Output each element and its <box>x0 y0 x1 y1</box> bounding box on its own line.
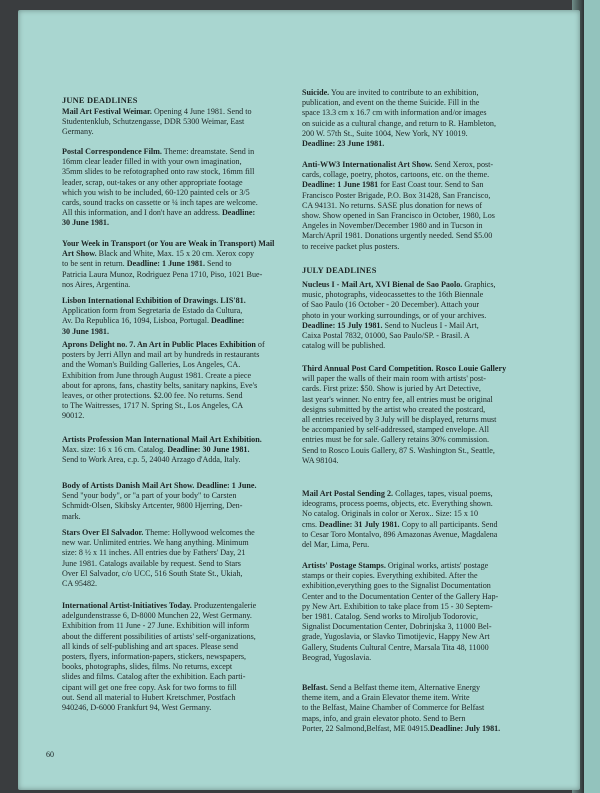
entry-body: Theme: dreamstate. Send in 16mm clear leader filled in with your own imagination, 35mm slides to be refotographed onto raw stock, 16mm fill leader, scrap, out-takes or any other appropriate footage which you wish to be included, 60-120 painted cels or 3/5 cards, sound tracks on cassette or ¼ inch tapes are welcome. All this information, and I don't have an address. <box>62 147 258 218</box>
entry-title: Anti-WW3 Internationalist Art Show. <box>302 160 433 169</box>
entry-title: Aprons Delight no. 7. An Art in Public Places Exhibition <box>62 340 256 349</box>
entry-body: Max. size: 16 x 16 cm. Catalog. <box>62 445 166 455</box>
entry-deadline: Deadline: 15 July 1981. <box>302 320 383 330</box>
entry-body: Theme: Hollywood welcomes the new war. Unlimited entries. We hang anything. Minimum size: 8 ½ x 11 inches. All entries due by Fathers' Day, 21 June 1981. Catalogs available by request. Send to Stars Over El Salvador, c/o UCC, 516 South State St., Ukiah, CA 95482. <box>62 528 255 589</box>
entry-body: Produzentengalerie adelgundenstrasse 6, D-8000 Munchen 22, West Germany. Exhibition from 11 June - 27 June. Exhibition will inform about the different possibilities of artists' self-organizations, all kinds of self-publishing and art spaces. Please send posters, flyers, information-papers, stickers, newspapers, books, photographs, slides, films. No returns, except slides and films. Catalog after the exhibition. Each parti- cipant will get one free copy. Ask for two forms to fill out. Send all material to Hubert Kretschmer, Postfach 940246, D-6000 Frankfurt 94, West Germany. <box>62 601 257 713</box>
entry-title: Mail Art Postal Sending 2. <box>302 489 394 498</box>
entry-body: Send Xerox, post- cards, collage, poetry, photos, cartoons, etc. on the theme. <box>302 160 494 180</box>
entry-deadline: Deadline: 30 June 1981. <box>167 445 250 455</box>
entry-title: Belfast. <box>302 683 328 692</box>
entry-body: You are invited to contribute to an exhibition, publication, and event on the theme Suicide. Fill in the space 13.3 cm x 16.7 cm with information and/or images on suicide as a cultural change, and return to R. Hambleton, 200 W. 57th St., Suite 1004, New York, NY 10019. <box>302 88 496 138</box>
entry-deadline: Deadline: 1 June 1981 <box>302 180 379 190</box>
entry-body: Opening 4 June 1981. Send to Studentenklub, Schutzengasse, DDR 5300 Weimar, East Germany. <box>62 107 252 137</box>
entry-sao-paolo <box>302 280 496 351</box>
entry-title: Artists Profession Man International Mail Art Exhibition. <box>62 435 262 444</box>
entry-tail: Copy to all participants. Send to Cesar Toro Montalvo, 896 Amazonas Avenue, Magdalena del Mar, Lima, Peru. <box>302 519 498 550</box>
entry-title: Nucleus I - Mail Art, XVI Bienal de Sao Paolo. <box>302 280 463 289</box>
entry-deadline: Deadline: 31 July 1981. <box>319 519 400 529</box>
entry-tail: Send to Work Area, c.p. 5, 24040 Arzago d'Adda, Italy. <box>62 455 241 465</box>
entry-body: will paper the walls of their main room with artists' post- cards. First prize: $50. Show is juried by Art Detective, last year's winner. No entry fee, all entries must be original designs submitted by the artist who created the postcard, all entries received by 3 July will be displayed, returns must be accompanied by self-addressed, stamped envelope. All entries must be for sale. Gallery retains 30% commission. Send to Rosco Louis Gallery, 87 S. Washington St., Seattle, WA 98104. <box>302 374 497 465</box>
entry-deadline: Deadline: 30 June 1981. <box>62 316 245 336</box>
entry-tail: Send to Nucleus I - Mail Art, Caixa Postal 7832, 01000, Sao Paulo/SP. - Brasil. A catalog will be published. <box>302 320 479 351</box>
entry-title: Third Annual Post Card Competition. Rosco Louie Gallery <box>302 364 507 373</box>
entry-post-card-competition <box>302 364 506 466</box>
entry-postal-sending <box>302 489 498 550</box>
entry-body: of posters by Jerri Allyn and mail art by hundreds in restaurants and the Woman's Building Galleries, Los Angeles, CA. Exhibition from June through August 1981. Create a piece about for aprons, fans, chastity belts, sanitary napkins, Eve's leaves, or other protections. $2.00 fee. No returns. Send to The Waitresses, 1717 N. Spring St., Los Angeles, CA 90012. <box>62 340 265 421</box>
entry-week-in-transport <box>62 239 274 290</box>
entry-postal-film <box>62 147 258 229</box>
entry-suicide <box>302 88 496 149</box>
section-heading-july: JULY DEADLINES <box>302 266 377 275</box>
entry-title: International Artist-Initiatives Today. <box>62 601 192 610</box>
entry-body: Graphics, music, photographs, videocassettes to the 16th Biennale of Sao Paulo (16 October - 20 December). Attach your photo in your working surroundings, or of your archives. <box>302 280 496 320</box>
entry-title: Mail Art Festival Weimar. <box>62 107 152 116</box>
entry-tail: Send to Patricia Laura Munoz, Rodriguez Pena 1710, Piso, 1021 Bue- nos Aires, Argentina. <box>62 259 263 289</box>
entry-title: Lisbon International Exhibition of Drawings. LIS'81. <box>62 296 246 305</box>
entry-weimar <box>62 107 252 138</box>
entry-title: Suicide. <box>302 88 330 97</box>
entry-aprons-delight <box>62 340 265 422</box>
entry-profession-man <box>62 435 262 466</box>
entry-postage-stamps <box>302 561 498 663</box>
entry-anti-ww3 <box>302 160 495 252</box>
page-number: 60 <box>46 750 54 759</box>
entry-body: Application form from Segretaria de Estado da Cultura, Av. Da Republica 16, 1094, Lisboa, Portugal. <box>62 306 243 326</box>
entry-lisbon <box>62 296 246 337</box>
entry-deadline: Deadline: July 1981. <box>429 723 501 733</box>
entry-body: Send a Belfast theme item, Alternative Energy theme item, and a Grain Elevator theme item. Write to the Belfast, Maine Chamber of Commerce for Belfast maps, info, and grain elevator photo. Send to Bern Porter, 22 Salmond,Belfast, ME 04915. <box>302 683 485 733</box>
entry-title: Postal Correspondence Film. <box>62 147 162 156</box>
entry-stars-over-el-salvador <box>62 528 255 589</box>
entry-title: Stars Over El Salvador. <box>62 528 144 537</box>
entry-belfast <box>302 683 500 734</box>
entry-title: Your Week in Transport (or You are Weak in Transport) Mail Art Show. <box>62 239 275 259</box>
entry-deadline: Deadline: 1 June. <box>196 481 257 490</box>
entry-body-of-artists <box>62 481 257 522</box>
entry-deadline: Deadline: 23 June 1981. <box>302 139 385 149</box>
entry-deadline: Deadline: 1 June 1981. <box>126 259 205 269</box>
entry-tail: for East Coast tour. Send to San Francisco Poster Brigade, P.O. Box 31428, San Francisco, CA 94131. No returns. SASE plus donation for news of show. Show opened in San Francisco in October, 1980, Los Angeles in November/December 1980 and in Tucson in March/April 1981. Donations urgently needed. Send $5.00 to receive packet plus posters. <box>302 180 495 251</box>
entry-title: Artists' Postage Stamps. <box>302 561 386 570</box>
entry-body: Original works, artists' postage stamps or their copies. Everything exhibited. After the exhibition,everything goes to the Signalist Documentation Center and to the Documentation Center of the Gallery Hap- py New Art. Exhibition to take place from 15 - 30 Septem- ber 1981. Catalog. Send works to Miroljub Todorovic, Signalist Documentation Center, Dobrinjska 3, 11000 Bel- grade, Yugoslavia, or Slavko Timotijevic, Happy New Art Gallery, Students Cultural Centre, Marsala Tita 48, 11000 Beograd, Yugoslavia. <box>302 561 499 662</box>
entry-tail: Send "your body", or "a part of your body" to Carsten Schmidt-Olsen, Skibsky Artcenter, 9800 Hjerring, Den- mark. <box>62 491 243 521</box>
section-heading-june: JUNE DEADLINES <box>62 96 138 105</box>
entry-body: Black and White, Max. 15 x 20 cm. Xerox copy to be sent in return. <box>62 249 255 269</box>
entry-artist-initiatives <box>62 601 256 713</box>
entry-body: Collages, tapes, visual poems, ideograms, process poems, objects, etc. Everything shown. No catalog. Originals in color or Xerox.. Size: 15 x 10 cms. <box>302 489 493 529</box>
entry-deadline: Deadline: 30 June 1981. <box>62 208 256 228</box>
entry-title: Body of Artists Danish Mail Art Show. <box>62 481 195 490</box>
